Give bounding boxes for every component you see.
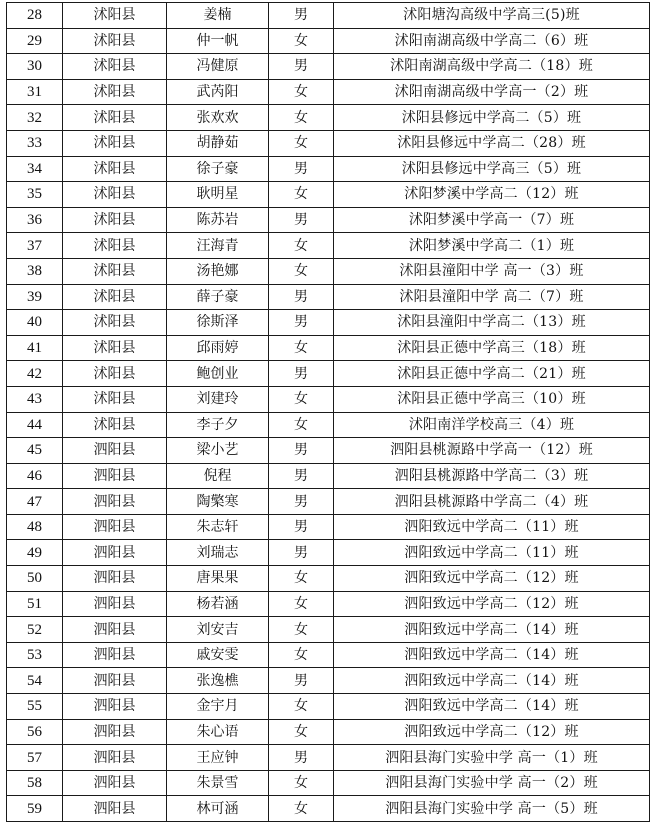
cell-gender: 女 <box>269 412 334 438</box>
table-row <box>7 694 650 720</box>
cell-gender: 女 <box>269 335 334 361</box>
cell-school-class: 泗阳致远中学高二（12）班 <box>334 566 650 592</box>
cell-county: 沭阳县 <box>63 284 167 310</box>
cell-number: 56 <box>7 719 63 745</box>
cell-number: 40 <box>7 310 63 336</box>
cell-student-name: 邱雨婷 <box>167 335 269 361</box>
cell-student-name: 鲍创业 <box>167 361 269 387</box>
table-row <box>7 617 650 643</box>
cell-student-name: 耿明星 <box>167 182 269 208</box>
cell-student-name: 唐果果 <box>167 566 269 592</box>
cell-number: 51 <box>7 591 63 617</box>
cell-county: 沭阳县 <box>63 361 167 387</box>
cell-school-class: 泗阳致远中学高二（11）班 <box>334 540 650 566</box>
cell-gender: 男 <box>269 361 334 387</box>
cell-number: 36 <box>7 207 63 233</box>
cell-county: 泗阳县 <box>63 617 167 643</box>
cell-student-name: 李子夕 <box>167 412 269 438</box>
cell-number: 50 <box>7 566 63 592</box>
cell-county: 沭阳县 <box>63 54 167 80</box>
cell-number: 42 <box>7 361 63 387</box>
cell-student-name: 戚安雯 <box>167 642 269 668</box>
cell-county: 沭阳县 <box>63 156 167 182</box>
cell-school-class: 泗阳致远中学高二（12）班 <box>334 719 650 745</box>
cell-gender: 男 <box>269 156 334 182</box>
cell-gender: 男 <box>269 310 334 336</box>
cell-school-class: 泗阳县海门实验中学 高一（2）班 <box>334 770 650 796</box>
cell-county: 泗阳县 <box>63 463 167 489</box>
cell-student-name: 冯健原 <box>167 54 269 80</box>
cell-gender: 男 <box>269 489 334 515</box>
cell-county: 沭阳县 <box>63 105 167 131</box>
cell-gender: 女 <box>269 566 334 592</box>
cell-gender: 女 <box>269 617 334 643</box>
table-row <box>7 540 650 566</box>
table-row <box>7 207 650 233</box>
cell-county: 泗阳县 <box>63 694 167 720</box>
cell-school-class: 沭阳梦溪中学高一（7）班 <box>334 207 650 233</box>
cell-gender: 女 <box>269 642 334 668</box>
table-row <box>7 489 650 515</box>
cell-county: 泗阳县 <box>63 489 167 515</box>
cell-student-name: 朱心语 <box>167 719 269 745</box>
table-row <box>7 105 650 131</box>
cell-county: 泗阳县 <box>63 642 167 668</box>
cell-gender: 女 <box>269 233 334 259</box>
cell-number: 38 <box>7 258 63 284</box>
cell-gender: 男 <box>269 54 334 80</box>
cell-school-class: 泗阳致远中学高二（14）班 <box>334 617 650 643</box>
roster-body <box>7 3 650 822</box>
cell-gender: 女 <box>269 694 334 720</box>
cell-county: 沭阳县 <box>63 386 167 412</box>
cell-student-name: 张欢欢 <box>167 105 269 131</box>
table-row <box>7 233 650 259</box>
table-row <box>7 796 650 822</box>
cell-number: 45 <box>7 438 63 464</box>
table-row <box>7 438 650 464</box>
cell-student-name: 汤艳娜 <box>167 258 269 284</box>
cell-county: 沭阳县 <box>63 335 167 361</box>
table-row <box>7 770 650 796</box>
table-row <box>7 566 650 592</box>
cell-gender: 女 <box>269 386 334 412</box>
cell-county: 泗阳县 <box>63 591 167 617</box>
cell-number: 29 <box>7 28 63 54</box>
cell-school-class: 泗阳致远中学高二（14）班 <box>334 642 650 668</box>
cell-gender: 女 <box>269 182 334 208</box>
cell-number: 44 <box>7 412 63 438</box>
cell-number: 30 <box>7 54 63 80</box>
cell-county: 泗阳县 <box>63 745 167 771</box>
cell-gender: 女 <box>269 796 334 822</box>
cell-school-class: 泗阳致远中学高二（14）班 <box>334 694 650 720</box>
cell-student-name: 徐子豪 <box>167 156 269 182</box>
table-row <box>7 668 650 694</box>
cell-county: 泗阳县 <box>63 719 167 745</box>
cell-gender: 女 <box>269 591 334 617</box>
cell-school-class: 泗阳致远中学高二（12）班 <box>334 591 650 617</box>
cell-number: 34 <box>7 156 63 182</box>
table-row <box>7 463 650 489</box>
cell-student-name: 姜楠 <box>167 3 269 29</box>
table-row <box>7 719 650 745</box>
cell-student-name: 杨若涵 <box>167 591 269 617</box>
cell-student-name: 林可涵 <box>167 796 269 822</box>
cell-number: 31 <box>7 79 63 105</box>
cell-student-name: 刘建玲 <box>167 386 269 412</box>
cell-gender: 女 <box>269 130 334 156</box>
cell-number: 35 <box>7 182 63 208</box>
table-row <box>7 642 650 668</box>
cell-county: 沭阳县 <box>63 182 167 208</box>
cell-student-name: 陈苏岩 <box>167 207 269 233</box>
cell-number: 37 <box>7 233 63 259</box>
cell-student-name: 仲一帆 <box>167 28 269 54</box>
cell-number: 46 <box>7 463 63 489</box>
cell-gender: 男 <box>269 745 334 771</box>
cell-gender: 男 <box>269 668 334 694</box>
cell-school-class: 沭阳县修远中学高三（5）班 <box>334 156 650 182</box>
table-row <box>7 745 650 771</box>
cell-number: 28 <box>7 3 63 29</box>
cell-county: 泗阳县 <box>63 566 167 592</box>
table-row <box>7 284 650 310</box>
cell-county: 泗阳县 <box>63 540 167 566</box>
cell-number: 53 <box>7 642 63 668</box>
table-row <box>7 182 650 208</box>
cell-student-name: 朱景雪 <box>167 770 269 796</box>
cell-school-class: 沭阳县正德中学高二（21）班 <box>334 361 650 387</box>
cell-school-class: 沭阳梦溪中学高二（12）班 <box>334 182 650 208</box>
cell-number: 41 <box>7 335 63 361</box>
cell-school-class: 沭阳南洋学校高三（4）班 <box>334 412 650 438</box>
cell-school-class: 泗阳致远中学高二（14）班 <box>334 668 650 694</box>
cell-gender: 女 <box>269 770 334 796</box>
cell-number: 59 <box>7 796 63 822</box>
cell-gender: 女 <box>269 105 334 131</box>
cell-gender: 女 <box>269 258 334 284</box>
cell-student-name: 王应钟 <box>167 745 269 771</box>
cell-school-class: 泗阳县海门实验中学 高一（5）班 <box>334 796 650 822</box>
cell-gender: 男 <box>269 540 334 566</box>
cell-school-class: 泗阳县桃源路中学高二（4）班 <box>334 489 650 515</box>
cell-school-class: 沭阳南湖高级中学高二（18）班 <box>334 54 650 80</box>
cell-school-class: 沭阳县修远中学高二（5）班 <box>334 105 650 131</box>
cell-number: 58 <box>7 770 63 796</box>
cell-county: 泗阳县 <box>63 796 167 822</box>
cell-student-name: 金宇月 <box>167 694 269 720</box>
table-row <box>7 310 650 336</box>
table-row <box>7 412 650 438</box>
cell-school-class: 沭阳县正德中学高三（18）班 <box>334 335 650 361</box>
cell-county: 沭阳县 <box>63 207 167 233</box>
cell-student-name: 徐斯泽 <box>167 310 269 336</box>
cell-school-class: 沭阳县修远中学高二（28）班 <box>334 130 650 156</box>
cell-school-class: 泗阳致远中学高二（11）班 <box>334 514 650 540</box>
cell-number: 49 <box>7 540 63 566</box>
cell-student-name: 陶檠寒 <box>167 489 269 515</box>
cell-school-class: 沭阳县正德中学高三（10）班 <box>334 386 650 412</box>
table-row <box>7 335 650 361</box>
cell-number: 52 <box>7 617 63 643</box>
cell-gender: 女 <box>269 79 334 105</box>
cell-number: 32 <box>7 105 63 131</box>
cell-gender: 男 <box>269 463 334 489</box>
table-row <box>7 258 650 284</box>
cell-gender: 男 <box>269 438 334 464</box>
cell-county: 沭阳县 <box>63 3 167 29</box>
cell-number: 48 <box>7 514 63 540</box>
cell-county: 沭阳县 <box>63 28 167 54</box>
cell-school-class: 泗阳县海门实验中学 高一（1）班 <box>334 745 650 771</box>
cell-gender: 女 <box>269 719 334 745</box>
cell-county: 泗阳县 <box>63 438 167 464</box>
cell-school-class: 沭阳县潼阳中学高二（13）班 <box>334 310 650 336</box>
cell-student-name: 刘安吉 <box>167 617 269 643</box>
table-row <box>7 130 650 156</box>
cell-gender: 男 <box>269 207 334 233</box>
cell-student-name: 倪程 <box>167 463 269 489</box>
cell-student-name: 武芮阳 <box>167 79 269 105</box>
cell-school-class: 沭阳梦溪中学高二（1）班 <box>334 233 650 259</box>
cell-student-name: 汪海青 <box>167 233 269 259</box>
cell-county: 沭阳县 <box>63 258 167 284</box>
cell-gender: 男 <box>269 514 334 540</box>
cell-school-class: 沭阳塘沟高级中学高三(5)班 <box>334 3 650 29</box>
table-row <box>7 54 650 80</box>
cell-school-class: 沭阳县潼阳中学 高一（3）班 <box>334 258 650 284</box>
table-row <box>7 591 650 617</box>
cell-student-name: 胡静茹 <box>167 130 269 156</box>
cell-county: 沭阳县 <box>63 310 167 336</box>
cell-number: 54 <box>7 668 63 694</box>
cell-county: 沭阳县 <box>63 233 167 259</box>
cell-number: 55 <box>7 694 63 720</box>
cell-county: 沭阳县 <box>63 412 167 438</box>
cell-student-name: 刘瑞志 <box>167 540 269 566</box>
cell-county: 泗阳县 <box>63 668 167 694</box>
cell-student-name: 梁小艺 <box>167 438 269 464</box>
cell-school-class: 沭阳南湖高级中学高一（2）班 <box>334 79 650 105</box>
cell-student-name: 薛子豪 <box>167 284 269 310</box>
cell-student-name: 张逸樵 <box>167 668 269 694</box>
cell-student-name: 朱志轩 <box>167 514 269 540</box>
cell-number: 33 <box>7 130 63 156</box>
table-row <box>7 156 650 182</box>
cell-county: 沭阳县 <box>63 79 167 105</box>
cell-gender: 男 <box>269 284 334 310</box>
table-row <box>7 79 650 105</box>
cell-gender: 女 <box>269 28 334 54</box>
cell-county: 沭阳县 <box>63 130 167 156</box>
cell-county: 泗阳县 <box>63 514 167 540</box>
cell-school-class: 泗阳县桃源路中学高一（12）班 <box>334 438 650 464</box>
cell-school-class: 泗阳县桃源路中学高二（3）班 <box>334 463 650 489</box>
cell-gender: 男 <box>269 3 334 29</box>
cell-school-class: 沭阳南湖高级中学高二（6）班 <box>334 28 650 54</box>
table-row <box>7 3 650 29</box>
student-roster-table <box>6 2 650 822</box>
cell-number: 47 <box>7 489 63 515</box>
table-row <box>7 514 650 540</box>
cell-number: 57 <box>7 745 63 771</box>
table-row <box>7 361 650 387</box>
cell-school-class: 沭阳县潼阳中学 高二（7）班 <box>334 284 650 310</box>
table-row <box>7 28 650 54</box>
cell-number: 39 <box>7 284 63 310</box>
table-row <box>7 386 650 412</box>
cell-number: 43 <box>7 386 63 412</box>
cell-county: 泗阳县 <box>63 770 167 796</box>
